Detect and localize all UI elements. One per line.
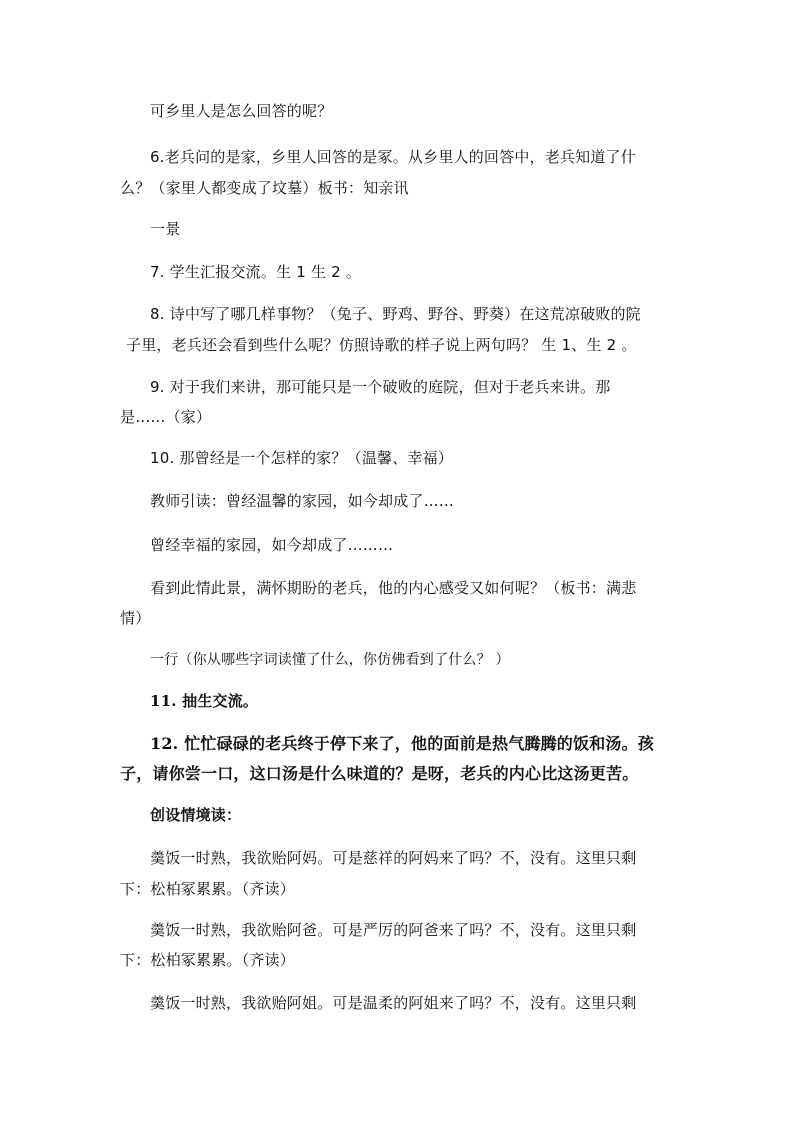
text-line: 羹饭一时熟，我欲贻阿妈。可是慈祥的阿妈来了吗？不，没有。这里只剩 (150, 849, 637, 867)
text-line: 曾经幸福的家园，如今却成了……… (150, 536, 394, 554)
text-line: 10. 那曾经是一个怎样的家？（温馨、幸福） (150, 449, 454, 467)
text-line: 创设情境读： (150, 806, 242, 824)
text-line: 羹饭一时熟，我欲贻阿姐。可是温柔的阿姐来了吗？不，没有。这里只剩 (150, 994, 637, 1012)
text-line: 7. 学生汇报交流。生 1 生 2 。 (150, 263, 362, 281)
text-line: 情） (120, 609, 151, 627)
text-line: 9. 对于我们来讲，那可能只是一个破败的庭院，但对于老兵来讲。那 (150, 378, 611, 396)
text-line: 下：松柏冢累累。（齐读） (120, 880, 295, 898)
text-line: 子，请你尝一口，这口汤是什么味道的？是呀，老兵的内心比这汤更苦。 (120, 764, 639, 783)
text-line: 子里，老兵还会看到些什么呢？仿照诗歌的样子说上两句吗？ 生 1、生 2 。 (126, 336, 637, 354)
text-line: 是……（家） (120, 408, 212, 426)
text-line: 下：松柏冢累累。（齐读） (120, 951, 295, 969)
text-line: 可乡里人是怎么回答的呢？ (150, 102, 333, 120)
text-line: 看到此情此景，满怀期盼的老兵，他的内心感受又如何呢？（板书：满悲 (150, 579, 637, 597)
text-line: 一行（你从哪些字词读懂了什么，你仿佛看到了什么？ ） (150, 652, 510, 668)
text-line: 8. 诗中写了哪几样事物？（兔子、野鸡、野谷、野葵）在这荒凉破败的院 (150, 305, 641, 323)
text-line: 么？（家里人都变成了坟墓）板书：知亲讯 (120, 179, 409, 197)
text-line: 一景 (150, 220, 181, 238)
text-line: 6.老兵问的是家，乡里人回答的是冢。从乡里人的回答中，老兵知道了什 (150, 148, 636, 166)
text-line: 教师引读：曾经温馨的家园，如今却成了…… (150, 492, 455, 510)
text-line: 11. 抽生交流。 (150, 692, 259, 710)
text-line: 羹饭一时熟，我欲贻阿爸。可是严厉的阿爸来了吗？不，没有。这里只剩 (150, 921, 637, 939)
text-line: 12. 忙忙碌碌的老兵终于停下来了，他的面前是热气腾腾的饭和汤。孩 (150, 734, 655, 753)
